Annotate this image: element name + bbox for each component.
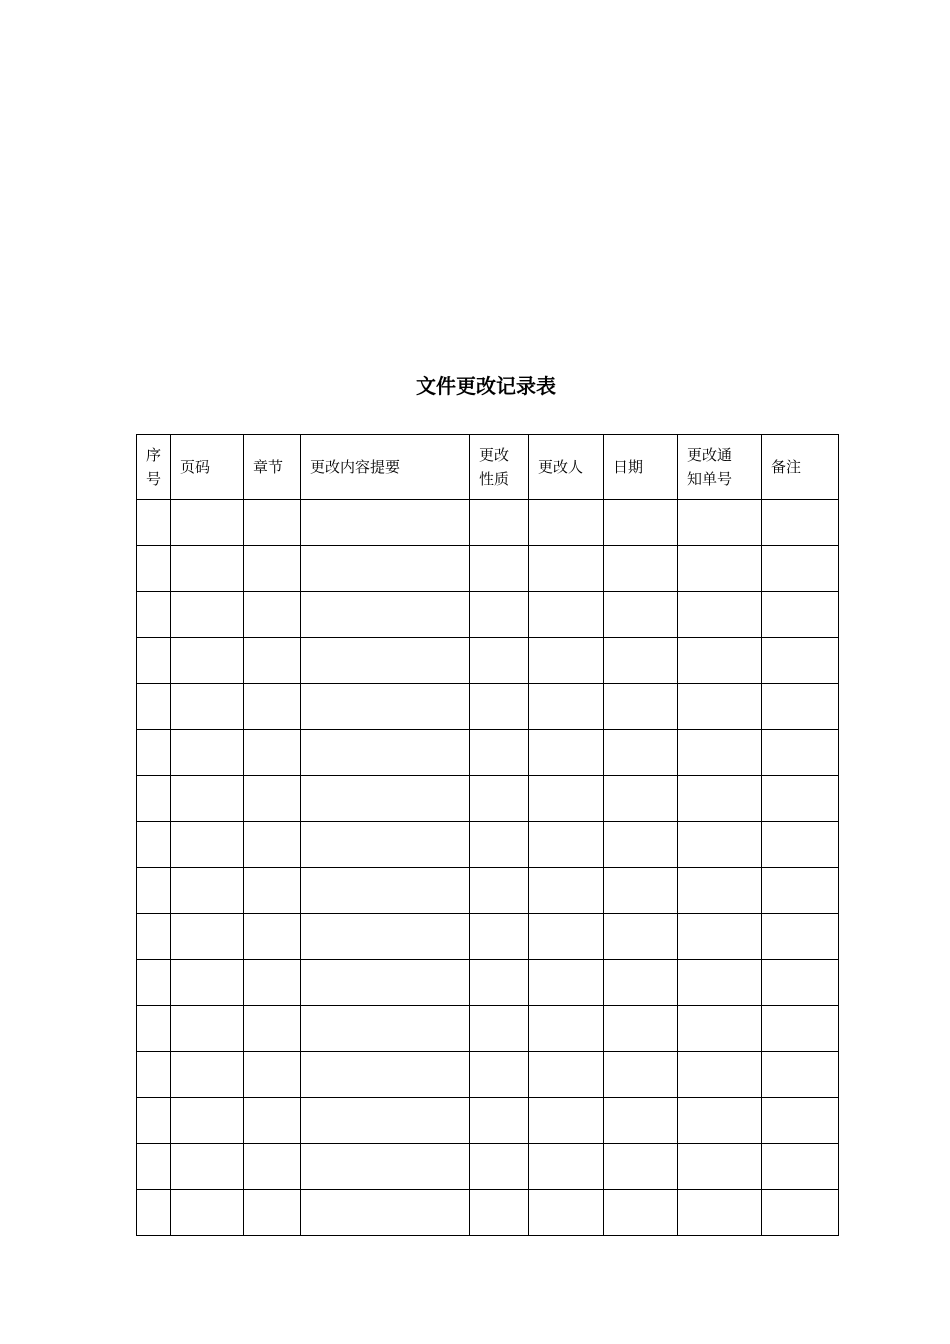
cell-change-nature [470, 500, 529, 546]
cell-change-nature [470, 822, 529, 868]
cell-section [244, 546, 301, 592]
cell-serial-no [137, 500, 171, 546]
cell-remarks [762, 638, 839, 684]
cell-change-nature [470, 546, 529, 592]
cell-page-no [171, 546, 244, 592]
cell-date [604, 684, 678, 730]
cell-changed-by [529, 1190, 604, 1236]
header-change-notice-no: 更改通 知单号 [678, 435, 762, 500]
cell-change-summary [301, 960, 470, 1006]
cell-remarks [762, 1098, 839, 1144]
cell-change-nature [470, 1052, 529, 1098]
table-row [137, 546, 839, 592]
cell-change-summary [301, 1052, 470, 1098]
cell-section [244, 638, 301, 684]
cell-changed-by [529, 500, 604, 546]
cell-section [244, 592, 301, 638]
cell-serial-no [137, 822, 171, 868]
cell-section [244, 730, 301, 776]
cell-serial-no [137, 730, 171, 776]
cell-page-no [171, 776, 244, 822]
cell-changed-by [529, 1098, 604, 1144]
cell-change-notice-no [678, 776, 762, 822]
cell-change-notice-no [678, 546, 762, 592]
cell-serial-no [137, 960, 171, 1006]
cell-change-notice-no [678, 684, 762, 730]
cell-change-notice-no [678, 1190, 762, 1236]
header-serial-no: 序 号 [137, 435, 171, 500]
cell-change-nature [470, 1098, 529, 1144]
cell-serial-no [137, 776, 171, 822]
cell-page-no [171, 730, 244, 776]
cell-page-no [171, 1006, 244, 1052]
cell-date [604, 1098, 678, 1144]
header-change-nature: 更改 性质 [470, 435, 529, 500]
cell-section [244, 1006, 301, 1052]
cell-change-summary [301, 546, 470, 592]
cell-changed-by [529, 1052, 604, 1098]
cell-serial-no [137, 1052, 171, 1098]
header-remarks: 备注 [762, 435, 839, 500]
cell-serial-no [137, 1098, 171, 1144]
cell-change-notice-no [678, 960, 762, 1006]
header-page-no: 页码 [171, 435, 244, 500]
cell-remarks [762, 960, 839, 1006]
cell-changed-by [529, 914, 604, 960]
table-header-row [137, 435, 839, 500]
cell-date [604, 1144, 678, 1190]
cell-changed-by [529, 1006, 604, 1052]
header-changed-by: 更改人 [529, 435, 604, 500]
cell-change-nature [470, 730, 529, 776]
cell-change-notice-no [678, 822, 762, 868]
cell-page-no [171, 914, 244, 960]
cell-change-summary [301, 914, 470, 960]
table-row [137, 1098, 839, 1144]
cell-changed-by [529, 546, 604, 592]
cell-change-notice-no [678, 1006, 762, 1052]
change-record-table [136, 434, 839, 1236]
cell-change-notice-no [678, 730, 762, 776]
table-row [137, 776, 839, 822]
cell-serial-no [137, 1190, 171, 1236]
cell-remarks [762, 822, 839, 868]
cell-section [244, 1052, 301, 1098]
cell-remarks [762, 684, 839, 730]
cell-section [244, 500, 301, 546]
cell-change-nature [470, 868, 529, 914]
cell-change-summary [301, 776, 470, 822]
header-date: 日期 [604, 435, 678, 500]
cell-section [244, 914, 301, 960]
cell-date [604, 776, 678, 822]
cell-page-no [171, 638, 244, 684]
cell-change-nature [470, 1006, 529, 1052]
header-section: 章节 [244, 435, 301, 500]
cell-change-nature [470, 638, 529, 684]
cell-section [244, 868, 301, 914]
table-row [137, 1144, 839, 1190]
cell-change-nature [470, 684, 529, 730]
cell-change-notice-no [678, 1052, 762, 1098]
cell-serial-no [137, 914, 171, 960]
cell-serial-no [137, 638, 171, 684]
cell-section [244, 684, 301, 730]
cell-change-notice-no [678, 638, 762, 684]
cell-change-nature [470, 1144, 529, 1190]
cell-date [604, 638, 678, 684]
cell-date [604, 868, 678, 914]
cell-page-no [171, 960, 244, 1006]
cell-change-notice-no [678, 500, 762, 546]
cell-remarks [762, 592, 839, 638]
cell-change-summary [301, 500, 470, 546]
cell-page-no [171, 684, 244, 730]
cell-change-summary [301, 1190, 470, 1236]
cell-change-notice-no [678, 868, 762, 914]
cell-page-no [171, 500, 244, 546]
cell-serial-no [137, 1144, 171, 1190]
cell-remarks [762, 868, 839, 914]
table-row [137, 592, 839, 638]
cell-remarks [762, 500, 839, 546]
table-row [137, 1052, 839, 1098]
cell-change-summary [301, 730, 470, 776]
cell-page-no [171, 822, 244, 868]
cell-section [244, 960, 301, 1006]
header-change-summary: 更改内容提要 [301, 435, 470, 500]
cell-remarks [762, 776, 839, 822]
cell-change-summary [301, 1144, 470, 1190]
cell-change-summary [301, 592, 470, 638]
cell-section [244, 776, 301, 822]
cell-change-summary [301, 868, 470, 914]
cell-date [604, 730, 678, 776]
cell-page-no [171, 1190, 244, 1236]
table-body [137, 500, 839, 1236]
cell-change-notice-no [678, 592, 762, 638]
cell-page-no [171, 1144, 244, 1190]
table-row [137, 1006, 839, 1052]
cell-change-nature [470, 960, 529, 1006]
cell-serial-no [137, 684, 171, 730]
cell-changed-by [529, 592, 604, 638]
cell-page-no [171, 868, 244, 914]
table-row [137, 960, 839, 1006]
cell-remarks [762, 1052, 839, 1098]
table-row [137, 914, 839, 960]
cell-section [244, 1098, 301, 1144]
cell-changed-by [529, 1144, 604, 1190]
cell-section [244, 1190, 301, 1236]
cell-date [604, 1052, 678, 1098]
cell-remarks [762, 914, 839, 960]
cell-changed-by [529, 684, 604, 730]
cell-change-nature [470, 776, 529, 822]
table-row [137, 868, 839, 914]
cell-change-nature [470, 592, 529, 638]
cell-date [604, 546, 678, 592]
cell-change-summary [301, 1006, 470, 1052]
cell-date [604, 914, 678, 960]
cell-changed-by [529, 638, 604, 684]
cell-date [604, 1006, 678, 1052]
cell-date [604, 592, 678, 638]
cell-section [244, 1144, 301, 1190]
cell-change-summary [301, 822, 470, 868]
table-row [137, 822, 839, 868]
cell-change-nature [470, 1190, 529, 1236]
cell-date [604, 1190, 678, 1236]
cell-change-summary [301, 1098, 470, 1144]
cell-changed-by [529, 960, 604, 1006]
cell-section [244, 822, 301, 868]
cell-serial-no [137, 592, 171, 638]
cell-change-notice-no [678, 914, 762, 960]
cell-remarks [762, 1190, 839, 1236]
cell-change-nature [470, 914, 529, 960]
cell-change-notice-no [678, 1144, 762, 1190]
table-row [137, 730, 839, 776]
table-row [137, 1190, 839, 1236]
table-row [137, 684, 839, 730]
cell-date [604, 960, 678, 1006]
table-row [137, 638, 839, 684]
cell-change-notice-no [678, 1098, 762, 1144]
cell-changed-by [529, 730, 604, 776]
document-title: 文件更改记录表 [416, 374, 556, 398]
cell-serial-no [137, 868, 171, 914]
cell-changed-by [529, 822, 604, 868]
cell-page-no [171, 1052, 244, 1098]
cell-change-summary [301, 638, 470, 684]
cell-changed-by [529, 776, 604, 822]
cell-date [604, 822, 678, 868]
cell-serial-no [137, 546, 171, 592]
cell-remarks [762, 1006, 839, 1052]
cell-change-summary [301, 684, 470, 730]
cell-page-no [171, 592, 244, 638]
cell-date [604, 500, 678, 546]
cell-changed-by [529, 868, 604, 914]
cell-page-no [171, 1098, 244, 1144]
cell-remarks [762, 546, 839, 592]
cell-remarks [762, 1144, 839, 1190]
cell-serial-no [137, 1006, 171, 1052]
table-row [137, 500, 839, 546]
cell-remarks [762, 730, 839, 776]
